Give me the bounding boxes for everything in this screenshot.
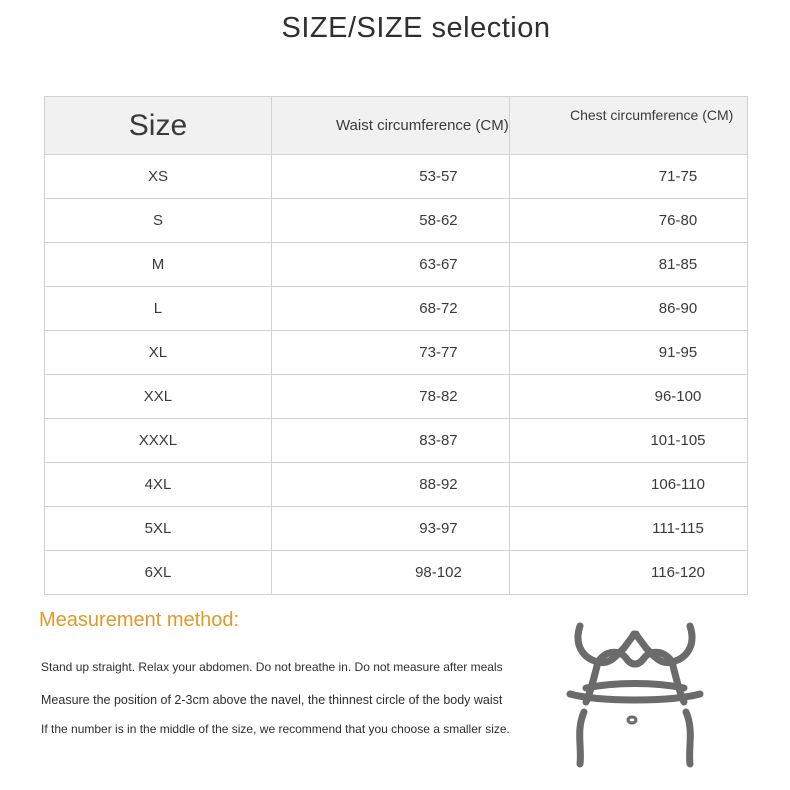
header-waist: Waist circumference (CM) bbox=[271, 97, 509, 155]
cell-chest: 96-100 bbox=[509, 375, 747, 419]
cell-size: XL bbox=[45, 331, 272, 375]
table-row bbox=[45, 287, 748, 331]
instruction-text: Measure the position of 2-3cm above the navel, the thinnest circle of the body waist bbox=[41, 693, 503, 707]
cell-chest: 111-115 bbox=[509, 507, 747, 551]
cell-chest: 76-80 bbox=[509, 199, 747, 243]
cell-size: 4XL bbox=[45, 463, 272, 507]
cell-waist: 63-67 bbox=[271, 243, 509, 287]
cell-size: XXXL bbox=[45, 419, 272, 463]
table-header-row bbox=[45, 97, 748, 155]
cell-size: XXL bbox=[45, 375, 272, 419]
table-row bbox=[45, 463, 748, 507]
page-title: SIZE/SIZE selection bbox=[281, 12, 551, 44]
table-row bbox=[45, 375, 748, 419]
cell-waist: 78-82 bbox=[271, 375, 509, 419]
cell-size: 5XL bbox=[45, 507, 272, 551]
cell-chest: 91-95 bbox=[509, 331, 747, 375]
cell-chest: 86-90 bbox=[509, 287, 747, 331]
cell-chest: 116-120 bbox=[509, 551, 747, 595]
cell-chest: 81-85 bbox=[509, 243, 747, 287]
cell-size: S bbox=[45, 199, 272, 243]
measurement-method-title: Measurement method: bbox=[39, 609, 240, 631]
cell-waist: 98-102 bbox=[271, 551, 509, 595]
table-row bbox=[45, 551, 748, 595]
cell-chest: 71-75 bbox=[509, 155, 747, 199]
cell-waist: 53-57 bbox=[271, 155, 509, 199]
body-measurement-icon bbox=[560, 618, 710, 768]
cell-waist: 73-77 bbox=[271, 331, 509, 375]
cell-waist: 88-92 bbox=[271, 463, 509, 507]
instruction-text: If the number is in the middle of the size, we recommend that you choose a smaller size. bbox=[41, 722, 510, 736]
header-size: Size bbox=[45, 97, 272, 155]
cell-chest: 101-105 bbox=[509, 419, 747, 463]
cell-size: XS bbox=[45, 155, 272, 199]
cell-size: L bbox=[45, 287, 272, 331]
table-row bbox=[45, 199, 748, 243]
header-chest: Chest circumference (CM) bbox=[509, 97, 747, 155]
table-row bbox=[45, 507, 748, 551]
cell-waist: 68-72 bbox=[271, 287, 509, 331]
cell-size: 6XL bbox=[45, 551, 272, 595]
table-row bbox=[45, 331, 748, 375]
cell-chest: 106-110 bbox=[509, 463, 747, 507]
table-row bbox=[45, 155, 748, 199]
size-table bbox=[44, 96, 748, 595]
table-row bbox=[45, 419, 748, 463]
table-row bbox=[45, 243, 748, 287]
cell-waist: 58-62 bbox=[271, 199, 509, 243]
cell-waist: 93-97 bbox=[271, 507, 509, 551]
cell-size: M bbox=[45, 243, 272, 287]
cell-waist: 83-87 bbox=[271, 419, 509, 463]
instruction-text: Stand up straight. Relax your abdomen. Do not breathe in. Do not measure after meals bbox=[41, 660, 503, 674]
